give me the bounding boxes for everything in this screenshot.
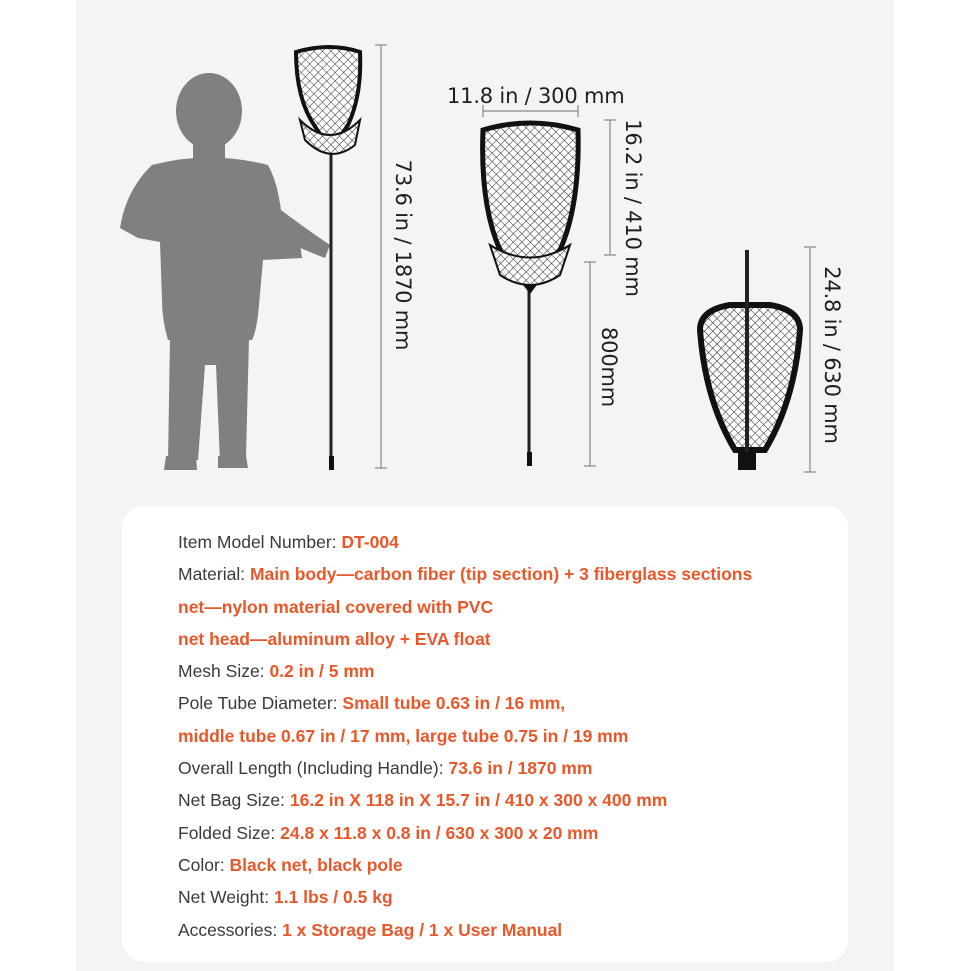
handle-length-label: 800mm [597,327,621,407]
spec-mesh-size: Mesh Size: 0.2 in / 5 mm [178,661,375,682]
extended-net [296,47,360,470]
spec-pole-diameter: Pole Tube Diameter: Small tube 0.63 in / 16 mm, [178,693,566,714]
spec-color: Color: Black net, black pole [178,854,403,875]
spec-material-head: net head—aluminum alloy + EVA float [178,628,491,649]
person-silhouette [120,73,330,470]
spec-material-net: net—nylon material covered with PVC [178,596,494,617]
spec-overall-length: Overall Length (Including Handle): 73.6 in / 1870 mm [178,758,593,779]
folded-net [700,250,800,470]
full-length-label: 73.6 in / 1870 mm [391,159,415,351]
head-width-label: 11.8 in / 300 mm [447,84,625,108]
spec-accessories: Accessories: 1 x Storage Bag / 1 x User Manual [178,919,563,940]
spec-list [178,526,828,946]
spec-model: Item Model Number: DT-004 [178,532,399,552]
spec-card [122,506,848,962]
head-height-label: 16.2 in / 410 mm [621,119,645,297]
spec-folded-size: Folded Size: 24.8 x 11.8 x 0.8 in / 630 x 300 x 20 mm [178,822,599,843]
spec-net-weight: Net Weight: 1.1 lbs / 0.5 kg [178,887,393,908]
folded-length-label: 24.8 in / 630 mm [820,266,844,444]
net-head-detail [483,123,579,466]
spec-material: Material: Main body—carbon fiber (tip section) + 3 fiberglass sections [178,564,753,585]
spec-net-bag-size: Net Bag Size: 16.2 in X 118 in X 15.7 in / 410 x 300 x 400 mm [178,790,668,811]
spec-pole-diameter-cont: middle tube 0.67 in / 17 mm, large tube 0.75 in / 19 mm [178,725,629,746]
